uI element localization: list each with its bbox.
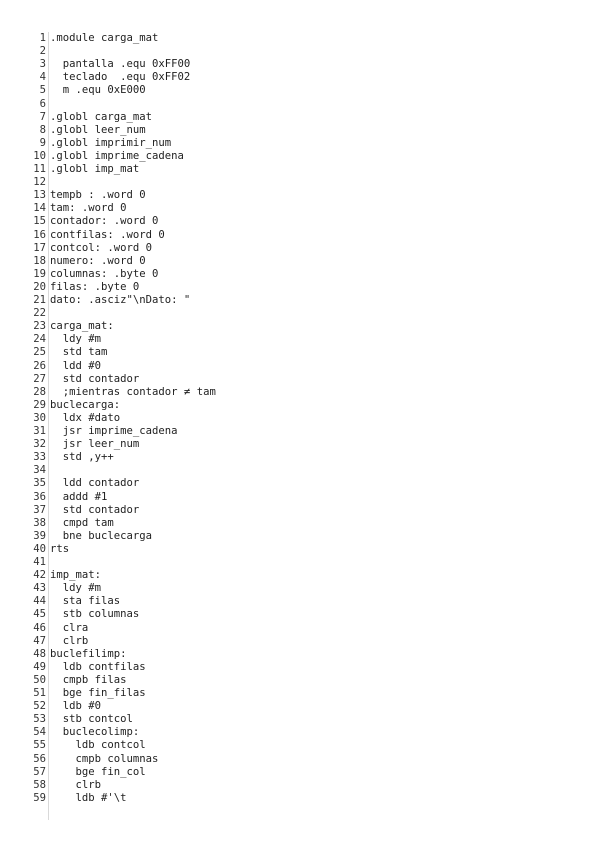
code-line	[30, 242, 152, 255]
code-line	[30, 98, 50, 111]
line-number: 58	[33, 778, 46, 791]
code-line	[30, 517, 114, 530]
code-line	[30, 163, 139, 176]
code-line	[30, 622, 88, 635]
code-line	[30, 255, 146, 268]
line-text: rts	[50, 542, 70, 555]
line-number: 28	[33, 385, 46, 398]
line-number: 39	[33, 529, 46, 542]
line-text: dato: .asciz"\nDato: "	[50, 294, 191, 306]
line-number: 16	[33, 228, 46, 241]
line-text: ldx #dato	[50, 411, 121, 424]
code-line	[30, 464, 50, 477]
line-number: 10	[33, 149, 46, 162]
line-text: clra	[50, 621, 89, 634]
code-line	[30, 595, 120, 608]
line-text: filas: .byte 0	[50, 280, 140, 293]
code-line	[30, 713, 133, 726]
code-line	[30, 333, 101, 346]
line-text: addd #1	[50, 490, 108, 503]
line-number: 29	[33, 398, 46, 411]
line-text: ldb contcol	[50, 739, 146, 752]
line-number: 15	[33, 215, 46, 228]
line-text: stb columnas	[50, 608, 140, 621]
line-number: 27	[33, 372, 46, 385]
line-text: bne buclecarga	[50, 529, 153, 542]
code-line	[30, 504, 139, 517]
line-number: 52	[33, 700, 46, 713]
line-number: 1	[39, 32, 46, 44]
code-line	[30, 373, 139, 386]
line-text: columnas: .byte 0	[50, 267, 159, 280]
line-number: 46	[33, 621, 46, 634]
line-number: 25	[33, 346, 46, 359]
line-text: contcol: .word 0	[50, 241, 153, 254]
line-number: 47	[33, 634, 46, 647]
line-text: ldb #0	[50, 700, 102, 713]
line-number: 44	[33, 595, 46, 608]
code-line	[30, 176, 50, 189]
line-number: 42	[33, 569, 46, 582]
line-number: 37	[33, 503, 46, 516]
line-number: 56	[33, 752, 46, 765]
line-number: 6	[39, 97, 46, 110]
line-text: jsr imprime_cadena	[50, 425, 178, 437]
line-text: sta filas	[50, 595, 121, 608]
line-number: 33	[33, 451, 46, 464]
line-number: 22	[33, 307, 46, 320]
line-number: 13	[33, 189, 46, 202]
line-text: .globl imprime_cadena	[50, 149, 184, 162]
line-number: 34	[33, 464, 46, 477]
line-number: 30	[33, 411, 46, 424]
line-number: 32	[33, 438, 46, 451]
code-line	[30, 229, 165, 242]
code-line	[30, 111, 152, 124]
code-line	[30, 792, 127, 805]
code-line	[30, 71, 190, 84]
line-text: std contador	[50, 503, 140, 516]
line-text: numero: .word 0	[50, 254, 146, 267]
line-text: std tam	[50, 346, 108, 359]
code-line	[30, 346, 107, 359]
code-line	[30, 281, 139, 294]
code-line	[30, 674, 127, 687]
line-text: tam: .word 0	[50, 202, 127, 215]
line-text: contador: .word 0	[50, 215, 159, 228]
line-text: std ,y++	[50, 451, 114, 464]
line-number: 31	[33, 425, 46, 437]
code-line	[30, 58, 190, 71]
line-number: 23	[33, 320, 46, 333]
code-line	[30, 753, 158, 766]
line-text: clrb	[50, 634, 89, 647]
code-line	[30, 739, 146, 752]
line-text: carga_mat:	[50, 320, 114, 333]
line-number: 24	[33, 333, 46, 346]
code-line	[30, 491, 107, 504]
line-number: 43	[33, 582, 46, 595]
code-line	[30, 687, 146, 700]
code-line	[30, 45, 50, 58]
line-number: 21	[33, 294, 46, 306]
line-number: 12	[33, 176, 46, 189]
line-number: 11	[33, 163, 46, 175]
code-line	[30, 189, 146, 202]
line-text: .module carga_mat	[50, 32, 159, 44]
line-text: ldb #'\t	[50, 791, 127, 804]
code-line	[30, 399, 120, 412]
code-line	[30, 766, 146, 779]
code-line	[30, 700, 101, 713]
code-line	[30, 648, 127, 661]
line-text: jsr leer_num	[50, 438, 140, 451]
code-line	[30, 268, 158, 281]
code-line	[30, 202, 127, 215]
line-text: m .equ 0xE000	[50, 84, 146, 97]
line-number: 45	[33, 608, 46, 621]
line-text: tempb : .word 0	[50, 189, 146, 202]
line-number: 9	[39, 136, 46, 149]
line-text: pantalla .equ 0xFF00	[50, 58, 191, 71]
code-line	[30, 294, 190, 307]
code-line	[30, 543, 69, 556]
code-line	[30, 32, 158, 45]
line-text: imp_mat:	[50, 569, 102, 582]
code-listing	[30, 32, 570, 820]
code-line	[30, 425, 178, 438]
line-text: ldb contfilas	[50, 660, 146, 673]
line-number: 59	[33, 791, 46, 804]
line-number: 35	[33, 477, 46, 490]
line-number: 17	[33, 241, 46, 254]
line-text: ldd #0	[50, 359, 102, 372]
code-line	[30, 124, 146, 137]
line-text: ;mientras contador ≠ tam	[50, 385, 216, 398]
code-line	[30, 360, 101, 373]
line-text: cmpb columnas	[50, 752, 159, 765]
line-number: 48	[33, 647, 46, 660]
code-line	[30, 582, 101, 595]
code-line	[30, 569, 101, 582]
line-number: 14	[33, 202, 46, 215]
line-number: 41	[33, 556, 46, 568]
code-line	[30, 556, 50, 569]
line-number: 57	[33, 765, 46, 778]
code-line	[30, 320, 114, 333]
line-number: 7	[39, 110, 46, 123]
line-number: 36	[33, 490, 46, 503]
line-number: 51	[33, 687, 46, 699]
line-number: 3	[39, 58, 46, 71]
line-number: 26	[33, 359, 46, 372]
line-text: ldd contador	[50, 477, 140, 490]
line-number: 20	[33, 280, 46, 293]
code-line	[30, 84, 146, 97]
code-line	[30, 635, 88, 648]
line-text: clrb	[50, 778, 102, 791]
line-text: buclecarga:	[50, 398, 121, 411]
code-line	[30, 137, 171, 150]
line-text: buclecolimp:	[50, 726, 140, 739]
code-line	[30, 307, 50, 320]
code-line	[30, 215, 158, 228]
line-number: 40	[33, 542, 46, 555]
code-line	[30, 451, 114, 464]
line-text: .globl imprimir_num	[50, 136, 172, 149]
line-number: 50	[33, 673, 46, 686]
line-text: .globl carga_mat	[50, 110, 153, 123]
line-text: buclefilimp:	[50, 647, 127, 660]
line-text: ldy #m	[50, 582, 102, 595]
line-number: 5	[39, 84, 46, 97]
line-number: 49	[33, 660, 46, 673]
code-line	[30, 726, 139, 739]
line-number: 19	[33, 267, 46, 280]
line-text: .globl leer_num	[50, 123, 146, 136]
line-text: bge fin_col	[50, 765, 146, 778]
code-line	[30, 477, 139, 490]
code-line	[30, 608, 139, 621]
code-line	[30, 661, 146, 674]
line-number: 18	[33, 254, 46, 267]
line-number: 8	[39, 123, 46, 136]
line-number: 53	[33, 713, 46, 726]
line-text: contfilas: .word 0	[50, 228, 165, 241]
line-text: .globl imp_mat	[50, 163, 140, 175]
code-line	[30, 530, 152, 543]
line-number: 38	[33, 516, 46, 529]
line-text: bge fin_filas	[50, 687, 146, 699]
line-text: ldy #m	[50, 333, 102, 346]
line-number: 2	[39, 45, 46, 58]
code-line	[30, 386, 216, 399]
line-number: 4	[39, 71, 46, 84]
line-text: cmpb filas	[50, 673, 127, 686]
code-line	[30, 150, 184, 163]
code-line	[30, 438, 139, 451]
line-text: teclado .equ 0xFF02	[50, 71, 191, 84]
line-text: std contador	[50, 372, 140, 385]
line-number: 55	[33, 739, 46, 752]
code-line	[30, 779, 101, 792]
line-text: stb contcol	[50, 713, 133, 726]
line-text: cmpd tam	[50, 516, 114, 529]
code-line	[30, 412, 120, 425]
line-number: 54	[33, 726, 46, 739]
